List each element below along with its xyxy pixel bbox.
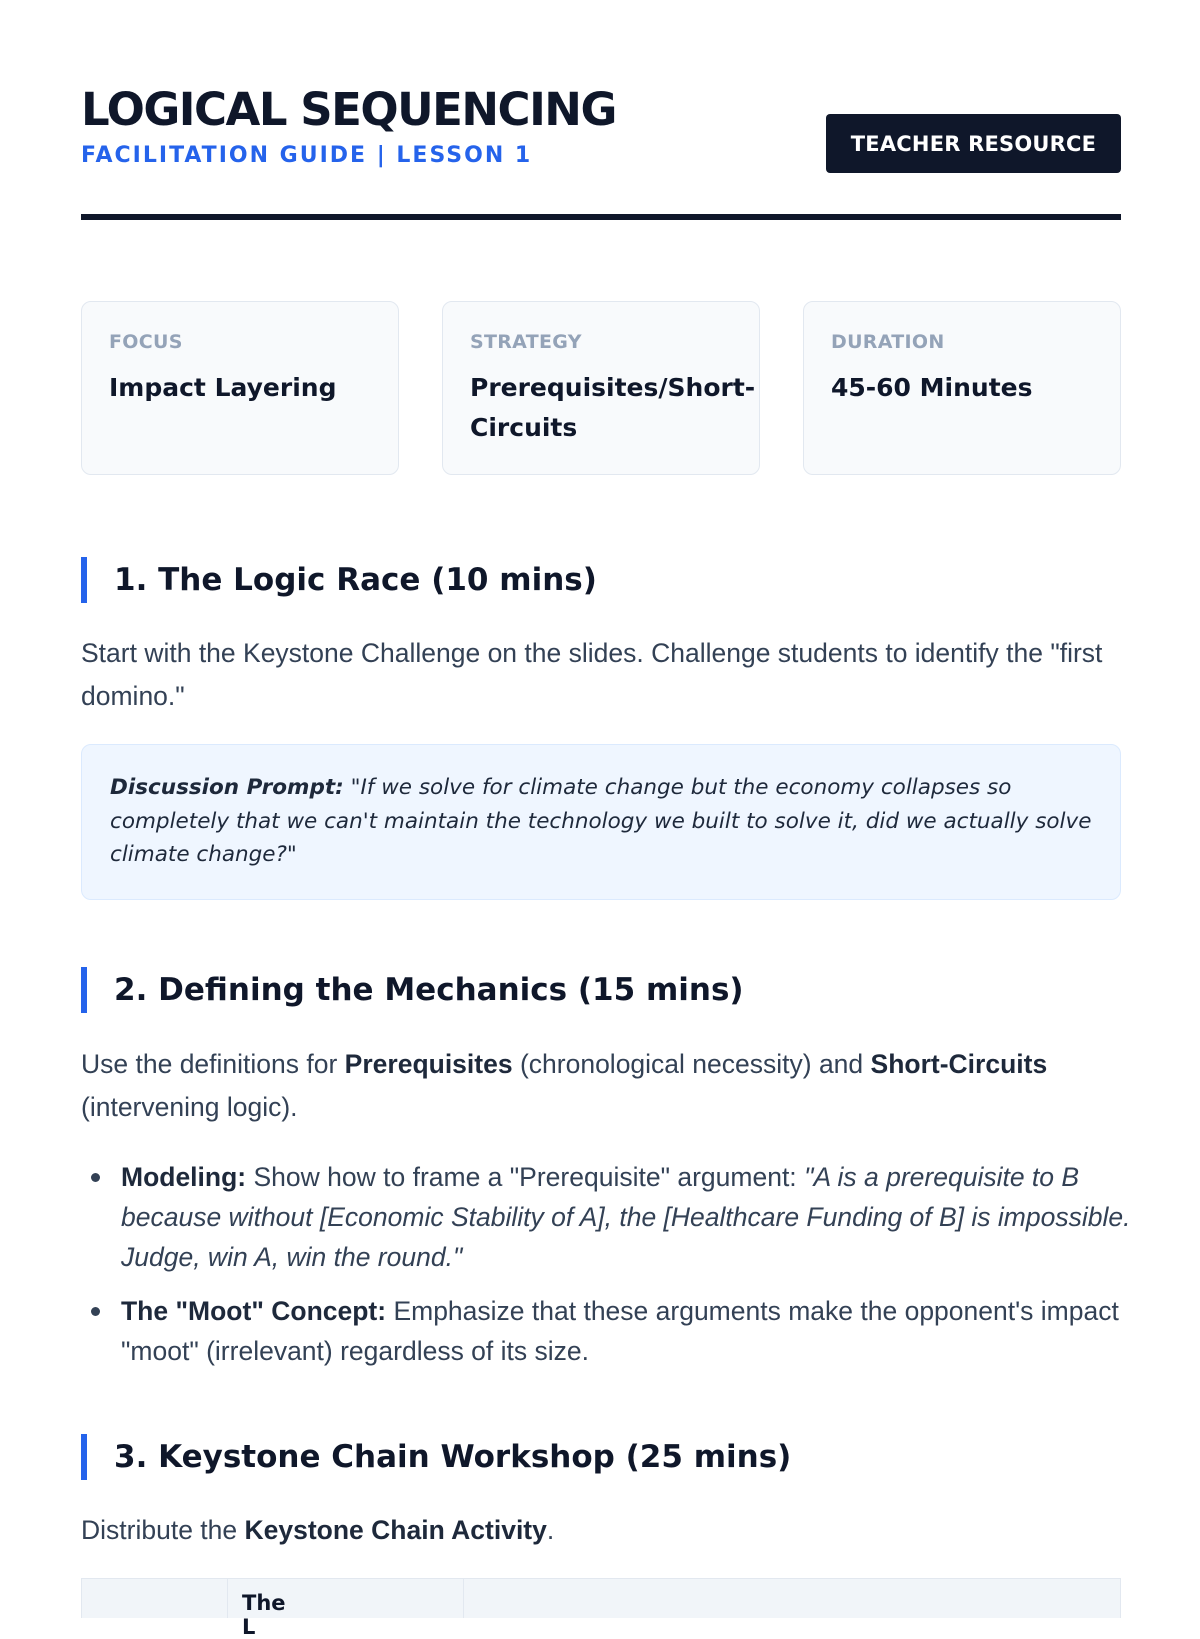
body-text: Use the definitions for — [81, 1049, 345, 1079]
list-item — [81, 1157, 1131, 1277]
section-2-heading — [81, 967, 1121, 1013]
table-column-divider — [463, 1579, 464, 1618]
page-title: LOGICAL SEQUENCING — [81, 83, 616, 136]
list-item — [81, 1291, 1131, 1371]
body-text: . — [546, 1515, 555, 1545]
section-3-body — [81, 1509, 1131, 1552]
info-cards — [81, 301, 1121, 477]
page-header — [81, 82, 1121, 222]
item-label: Modeling: — [121, 1162, 247, 1192]
bullet-icon — [91, 1173, 100, 1182]
duration-card — [803, 301, 1121, 475]
term-short-circuits: Short-Circuits — [870, 1049, 1048, 1079]
term-keystone-chain-activity: Keystone Chain Activity — [244, 1515, 547, 1545]
card-label: FOCUS — [109, 331, 183, 353]
section-accent-bar — [81, 557, 87, 603]
card-value: Impact Layering — [109, 373, 337, 402]
card-label: STRATEGY — [470, 331, 582, 353]
focus-card — [81, 301, 399, 475]
activity-table-header — [81, 1578, 1121, 1639]
prompt-label: Discussion Prompt: — [110, 775, 344, 800]
page-subtitle: FACILITATION GUIDE | LESSON 1 — [81, 143, 533, 168]
section-title: 1. The Logic Race (10 mins) — [114, 562, 597, 598]
header-divider — [81, 214, 1121, 220]
card-value: 45-60 Minutes — [831, 373, 1033, 402]
section-1-heading — [81, 557, 1121, 603]
table-header-cell: The L — [242, 1591, 286, 1639]
item-text: Emphasize that these arguments make the opponent's impact "moot" (irrelevant) regardless of its size. — [121, 1296, 1119, 1366]
bullet-icon — [91, 1307, 100, 1316]
section-title: 2. Defining the Mechanics (15 mins) — [114, 972, 744, 1008]
section-title: 3. Keystone Chain Workshop (25 mins) — [114, 1439, 792, 1475]
term-prerequisites: Prerequisites — [344, 1049, 513, 1079]
item-label: The "Moot" Concept: — [121, 1296, 387, 1326]
teacher-resource-badge: TEACHER RESOURCE — [826, 114, 1121, 173]
body-text: (intervening logic). — [81, 1092, 298, 1122]
item-example: "A is a prerequisite to B because without [Economic Stability of A], the [Healthcare Funding of B] is impossible. Judge, win A, win the round." — [121, 1162, 1131, 1272]
section-1-body: Start with the Keystone Challenge on the slides. Challenge students to identify the "first domino." — [81, 638, 1103, 711]
strategy-card — [442, 301, 760, 475]
card-value: Prerequisites/Short-Circuits — [470, 373, 756, 442]
item-text: Show how to frame a "Prerequisite" argument: — [246, 1162, 805, 1192]
section-2-body — [81, 1043, 1131, 1129]
discussion-prompt-box — [81, 744, 1121, 900]
card-label: DURATION — [831, 331, 945, 353]
body-text: (chronological necessity) and — [512, 1049, 871, 1079]
table-column-divider — [227, 1579, 286, 1639]
section-3-heading — [81, 1434, 1121, 1480]
section-accent-bar — [81, 967, 87, 1013]
section-accent-bar — [81, 1434, 87, 1480]
mechanics-list — [81, 1157, 1131, 1385]
body-text: Distribute the — [81, 1515, 245, 1545]
prompt-text: "If we solve for climate change but the economy collapses so completely that we can't maintain the technology we built to solve it, did we actually solve climate change?" — [110, 775, 1092, 867]
